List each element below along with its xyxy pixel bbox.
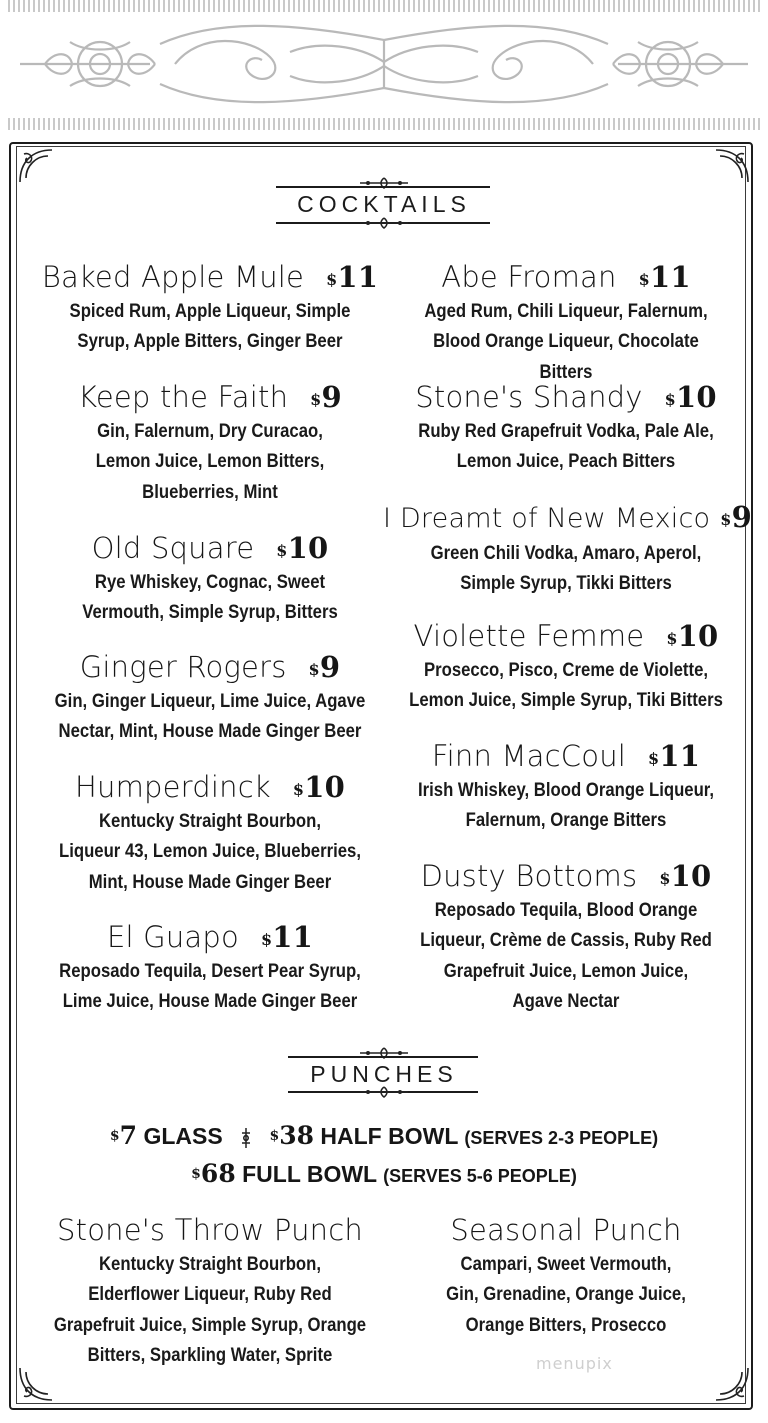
cocktail-ingredients: Syrup, Apple Bitters, Ginger Beer (77, 331, 343, 353)
cocktail-ingredients: Prosecco, Pisco, Creme de Violette, (423, 660, 709, 681)
cocktail-ingredients: Grapefruit Juice, Lemon Juice, (443, 960, 689, 982)
corner-ornament-icon (714, 1366, 750, 1402)
half-bowl-note: (SERVES 2-3 PEOPLE) (464, 1128, 659, 1148)
cocktail-ingredients: Aged Rum, Chili Liqueur, Falernum, (424, 301, 708, 322)
full-bowl-note: (SERVES 5-6 PEOPLE) (383, 1166, 577, 1186)
cocktail-name: Dusty Bottoms (420, 859, 638, 893)
corner-ornament-icon (18, 148, 54, 184)
cocktail-name: El Guapo (106, 920, 239, 954)
cocktail-name: I Dreamt of New Mexico (383, 503, 711, 534)
punch-name: Seasonal Punch (450, 1213, 682, 1247)
corner-ornament-icon (714, 148, 750, 184)
cocktail-item (22, 377, 398, 508)
glass-label: GLASS (143, 1123, 223, 1149)
punch-ingredients: Orange Bitters, Prosecco (465, 1314, 667, 1336)
header-stripe-top (8, 0, 760, 12)
punch-ingredients: Gin, Grenadine, Orange Juice, (446, 1284, 686, 1306)
punch-ingredients: Grapefruit Juice, Simple Syrup, Orange (53, 1314, 367, 1336)
cocktail-price: $11 (326, 260, 379, 294)
cocktail-ingredients: Gin, Ginger Liqueur, Lime Juice, Agave (54, 691, 366, 712)
cocktail-item (22, 917, 398, 1018)
punch-item (383, 1210, 749, 1341)
punch-ingredients: Campari, Sweet Vermouth, (460, 1254, 672, 1275)
half-bowl-label: HALF BOWL (320, 1123, 458, 1149)
cocktail-name: Keep the Faith (78, 380, 289, 414)
punches-heading: PUNCHES (310, 1061, 458, 1087)
divider-ornament-icon (358, 217, 410, 229)
cocktail-ingredients: Lemon Juice, Simple Syrup, Tiki Bitters (409, 690, 723, 712)
corner-ornament-icon (18, 1366, 54, 1402)
half-bowl-price: 38 (279, 1121, 315, 1150)
separator-ornament-icon (233, 1127, 259, 1149)
glass-price: 7 (119, 1121, 138, 1150)
cocktail-ingredients: Liqueur 43, Lemon Juice, Blueberries, (58, 841, 361, 863)
cocktail-name: Abe Froman (441, 260, 617, 294)
cocktail-ingredients: Liqueur, Crème de Cassis, Ruby Red (420, 930, 712, 952)
cocktail-ingredients: Vermouth, Simple Syrup, Bitters (82, 602, 338, 624)
cocktail-ingredients: Nectar, Mint, House Made Ginger Beer (58, 721, 362, 743)
cocktail-ingredients: Green Chili Vodka, Amaro, Aperol, (430, 543, 702, 564)
cocktail-item (383, 377, 749, 478)
cocktail-ingredients: Simple Syrup, Tikki Bitters (460, 573, 672, 595)
cocktail-ingredients: Mint, House Made Ginger Beer (88, 871, 332, 893)
punch-ingredients: Elderflower Liqueur, Ruby Red (88, 1284, 332, 1306)
cocktail-price: $10 (659, 859, 712, 893)
cocktail-ingredients: Reposado Tequila, Desert Pear Syrup, (59, 961, 361, 982)
cocktail-ingredients: Spiced Rum, Apple Liqueur, Simple (69, 301, 351, 322)
cocktail-price: $11 (260, 920, 314, 954)
cocktail-name: Ginger Rogers (79, 650, 287, 684)
watermark: menupix (536, 1354, 613, 1373)
divider-ornament-icon (358, 1086, 410, 1098)
cocktail-item (383, 736, 749, 837)
cocktail-name: Humperdinck (75, 770, 271, 804)
header-stripe-bottom (8, 118, 760, 130)
flourish-ornament (0, 12, 768, 116)
punch-item (22, 1210, 398, 1371)
full-bowl-label: FULL BOWL (242, 1161, 377, 1187)
cocktail-name: Violette Femme (413, 619, 645, 653)
cocktails-rule-top (276, 186, 490, 188)
cocktail-price: $9 (308, 650, 341, 684)
punch-name: Stone's Throw Punch (57, 1213, 363, 1247)
cocktail-item (383, 616, 749, 717)
cocktail-price: $9 (310, 380, 342, 414)
cocktail-ingredients: Ruby Red Grapefruit Vodka, Pale Ale, (418, 421, 714, 442)
full-bowl-price: 68 (200, 1159, 236, 1188)
cocktail-ingredients: Blueberries, Mint (142, 481, 278, 503)
punches-rule-top (288, 1056, 478, 1058)
cocktail-name: Finn MacCoul (431, 739, 627, 773)
cocktail-price: $10 (664, 380, 717, 414)
cocktail-price: $10 (292, 770, 345, 804)
cocktail-ingredients: Lime Juice, House Made Ginger Beer (62, 991, 358, 1013)
cocktail-ingredients: Falernum, Orange Bitters (465, 810, 667, 832)
cocktail-ingredients: Agave Nectar (512, 990, 620, 1012)
cocktail-item (22, 257, 398, 358)
cocktail-item (22, 528, 398, 629)
cocktail-price: $10 (276, 531, 329, 565)
cocktail-ingredients: Gin, Falernum, Dry Curacao, (97, 421, 323, 442)
cocktails-heading: COCKTAILS (297, 191, 471, 217)
cocktail-name: Baked Apple Mule (41, 260, 305, 294)
cocktail-item (383, 856, 749, 1017)
cocktail-ingredients: Irish Whiskey, Blood Orange Liqueur, (417, 780, 715, 801)
cocktail-ingredients: Blood Orange Liqueur, Chocolate Bitters (433, 331, 699, 383)
cocktail-price: $11 (638, 260, 691, 294)
cocktail-item (383, 497, 752, 600)
punch-ingredients: Kentucky Straight Bourbon, (98, 1254, 322, 1275)
cocktail-ingredients: Lemon Juice, Peach Bitters (456, 451, 676, 473)
cocktail-name: Old Square (91, 531, 255, 565)
cocktail-name: Stone's Shandy (415, 380, 643, 414)
cocktail-ingredients: Lemon Juice, Lemon Bitters, (95, 451, 325, 473)
cocktail-ingredients: Kentucky Straight Bourbon, (98, 811, 322, 832)
punch-ingredients: Bitters, Sparkling Water, Sprite (87, 1344, 333, 1366)
cocktail-item (383, 257, 749, 388)
cocktail-ingredients: Rye Whiskey, Cognac, Sweet (94, 572, 326, 593)
cocktail-ingredients: Reposado Tequila, Blood Orange (434, 900, 698, 921)
cocktail-item (22, 767, 398, 898)
punch-price-line: $7 GLASS $38 HALF BOWL (SERVES 2-3 PEOPLE) (109, 1121, 659, 1150)
punch-price-line: $68 FULL BOWL (SERVES 5-6 PEOPLE) (191, 1159, 577, 1188)
cocktail-price: $11 (648, 739, 701, 773)
cocktail-price: $10 (666, 619, 719, 653)
decorative-header (0, 0, 768, 132)
cocktail-item (22, 647, 398, 748)
cocktail-price: $9 (720, 500, 752, 534)
